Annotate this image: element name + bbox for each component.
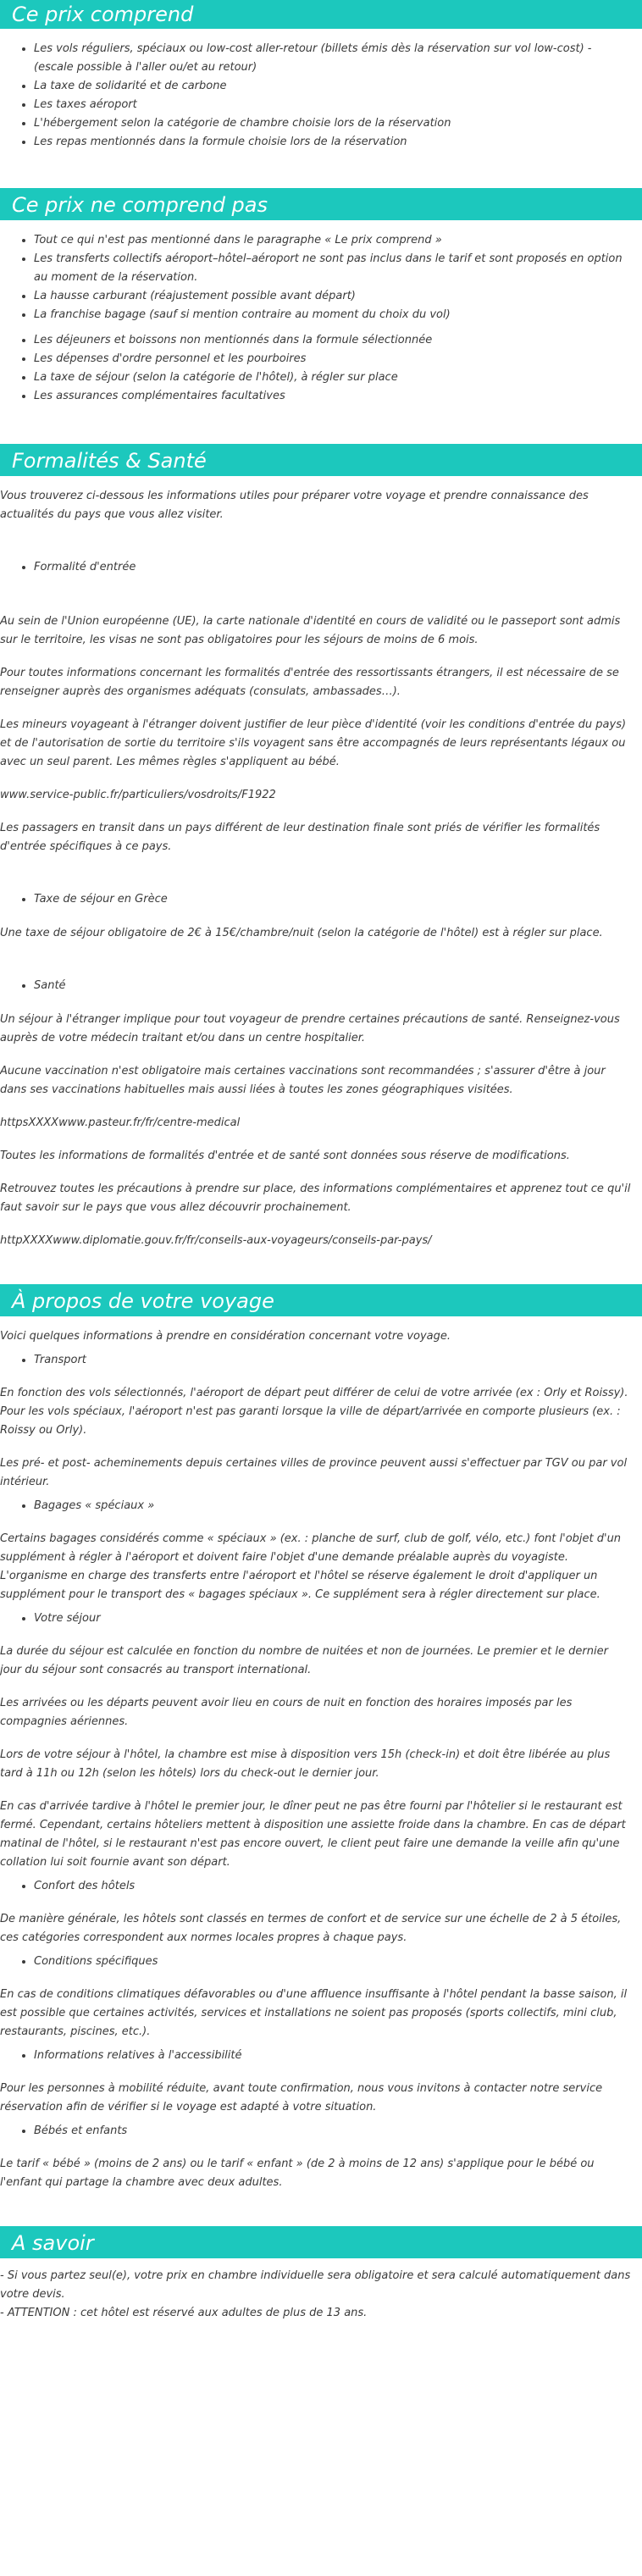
list-prix-ne-comprend-b (0, 331, 642, 406)
subheading-transport: • Transport (34, 1351, 642, 1370)
subheading-confort: • Confort des hôtels (34, 1877, 642, 1896)
formalites-link-pasteur: httpsXXXXwww.pasteur.fr/fr/centre-medical (0, 1116, 241, 1129)
formalites-p1: Au sein de l'Union européenne (UE), la carte nationale d'identité en cours de validité ou le passeport sont admis sur le territoire, les visas ne sont pas obligatoires pour les séjours de moins de 6 mois. (0, 615, 621, 646)
formalites-p7: Un séjour à l'étranger implique pour tout voyageur de prendre certaines précautions de santé. Renseignez-vous auprès de votre médecin traitant et/ou dans un centre hospitalier. (0, 1013, 620, 1044)
section-title-prix-comprend: Ce prix comprend (0, 0, 642, 29)
apropos-transport-p2: Les pré- et post- acheminements depuis certaines villes de province peuvent aussi s'effectuer par TGV ou par vol intérieur. (0, 1457, 628, 1488)
subheading-sejour: • Votre séjour (34, 1609, 642, 1628)
subheading-sante: • Santé (34, 977, 642, 995)
apropos-sejour-p4: En cas d'arrivée tardive à l'hôtel le premier jour, le dîner peut ne pas être fourni par l'hôtelier si le restaurant est fermé. Cependant, certains hôteliers mettent à disposition une assiette froide dans la chambre. En cas de départ matinal de l'hôtel, si le restaurant n'est pas encore ouvert, le client peut faire une demande la veille afin qu'une collation lui soit fournie avant son départ. (0, 1800, 626, 1869)
list-item: • Les vols réguliers, spéciaux ou low-cost aller-retour (billets émis dès la réservation sur vol low-cost) - (escale possible à l'aller ou/et au retour) (34, 40, 642, 77)
section-title-asavoir: A savoir (0, 2226, 642, 2258)
list-item: • La hausse carburant (réajustement possible avant départ) (34, 287, 642, 306)
list-item: • Les repas mentionnés dans la formule choisie lors de la réservation (34, 133, 642, 152)
subheading-bebes-list (0, 2122, 642, 2141)
section-prix-ne-comprend (0, 220, 642, 406)
apropos-sejour-p2: Les arrivées ou les départs peuvent avoir lieu en cours de nuit en fonction des horaires imposés par les compagnies aériennes. (0, 1697, 573, 1728)
subheading-transport-list (0, 1351, 642, 1370)
section-asavoir (0, 2258, 642, 2328)
formalites-intro: Vous trouverez ci-dessous les informations utiles pour préparer votre voyage et prendre connaissance des actualités du pays que vous allez visiter. (0, 490, 589, 521)
apropos-accessibilite-p1: Pour les personnes à mobilité réduite, avant toute confirmation, nous vous invitons à contacter notre service réservation afin de vérifier si le voyage est adapté à votre situation. (0, 2082, 603, 2113)
subheading-bebes: • Bébés et enfants (34, 2122, 642, 2141)
subheading-formalite-entree: • Formalité d'entrée (34, 558, 642, 577)
subheading-conditions-list (0, 1953, 642, 1971)
apropos-bebes-p1: Le tarif « bébé » (moins de 2 ans) ou le tarif « enfant » (de 2 à moins de 12 ans) s'applique pour le bébé ou l'enfant qui partage la chambre avec deux adultes. (0, 2158, 595, 2189)
list-item: • La taxe de solidarité et de carbone (34, 77, 642, 96)
list-item: • Les déjeuners et boissons non mentionnés dans la formule sélectionnée (34, 331, 642, 350)
formalites-p3: Les mineurs voyageant à l'étranger doivent justifier de leur pièce d'identité (voir les conditions d'entrée du pays) et de l'autorisation de sortie du territoire s'ils voyagent sans être accompagnés de leurs représentants légaux ou avec un seul parent. Les mêmes règles s'appliquent au bébé. (0, 718, 627, 768)
apropos-sejour-p3: Lors de votre séjour à l'hôtel, la chambre est mise à disposition vers 15h (check-in) et doit être libérée au plus tard à 11h ou 12h (selon les hôtels) lors du check-out le dernier jour. (0, 1748, 611, 1780)
section-formalites (0, 476, 642, 1250)
subheading-sante-list (0, 977, 642, 995)
list-item: • La franchise bagage (sauf si mention contraire au moment du choix du vol) (34, 306, 642, 324)
apropos-intro: Voici quelques informations à prendre en considération concernant votre voyage. (0, 1330, 451, 1343)
apropos-sejour-p1: La durée du séjour est calculée en fonction du nombre de nuitées et non de journées. Le premier et le dernier jour du séjour sont consacrés au transport international. (0, 1645, 608, 1676)
formalites-link-diplomatie: httpXXXXwww.diplomatie.gouv.fr/fr/conseils-aux-voyageurs/conseils-par-pays/ (0, 1234, 432, 1247)
subheading-sejour-list (0, 1609, 642, 1628)
subheading-confort-list (0, 1877, 642, 1896)
asavoir-line-1: - Si vous partez seul(e), votre prix en chambre individuelle sera obligatoire et sera calculé automatiquement dans votre devis. (0, 2269, 631, 2301)
subheading-taxe-sejour-list (0, 890, 642, 909)
section-apropos (0, 1316, 642, 2192)
subheading-bagages-list (0, 1497, 642, 1515)
subheading-taxe-sejour: • Taxe de séjour en Grèce (34, 890, 642, 909)
list-item: • Les dépenses d'ordre personnel et les pourboires (34, 350, 642, 368)
section-prix-comprend (0, 29, 642, 152)
formalites-p10: Toutes les informations de formalités d'entrée et de santé sont données sous réserve de modifications. (0, 1150, 570, 1162)
formalites-p11: Retrouvez toutes les précautions à prendre sur place, des informations complémentaires et apprenez tout ce qu'il faut savoir sur le pays que vous allez découvrir prochainement. (0, 1183, 631, 1214)
formalites-p6: Une taxe de séjour obligatoire de 2€ à 15€/chambre/nuit (selon la catégorie de l'hôtel) est à régler sur place. (0, 927, 603, 939)
formalites-p5: Les passagers en transit dans un pays différent de leur destination finale sont priés de vérifier les formalités d'entrée spécifiques à ce pays. (0, 822, 600, 853)
list-item: • Tout ce qui n'est pas mentionné dans le paragraphe « Le prix comprend » (34, 231, 642, 250)
list-item: • Les transferts collectifs aéroport–hôtel–aéroport ne sont pas inclus dans le tarif et sont proposés en option au moment de la réservation. (34, 250, 642, 287)
list-prix-comprend (0, 40, 642, 152)
section-title-apropos: À propos de votre voyage (0, 1284, 642, 1316)
apropos-bagages-p1: Certains bagages considérés comme « spéciaux » (ex. : planche de surf, club de golf, vélo, etc.) font l'objet d'un supplément à régler à l'aéroport et doivent faire l'objet d'une demande préalable auprès du voyagiste. L'organisme en charge des transferts entre l'aéroport et l'hôtel se réserve également le droit d'appliquer un supplément pour le transport des « bagages spéciaux ». Ce supplément sera à régler directement sur place. (0, 1532, 622, 1601)
subheading-formalite-entree-list (0, 558, 642, 577)
list-item: • Les assurances complémentaires facultatives (34, 387, 642, 406)
list-item: • Les taxes aéroport (34, 96, 642, 114)
subheading-accessibilite: • Informations relatives à l'accessibilité (34, 2047, 642, 2065)
asavoir-line-2: - ATTENTION : cet hôtel est réservé aux adultes de plus de 13 ans. (0, 2307, 368, 2319)
apropos-transport-p1: En fonction des vols sélectionnés, l'aéroport de départ peut différer de celui de votre arrivée (ex : Orly et Roissy). Pour les vols spéciaux, l'aéroport n'est pas garanti lorsque la ville de départ/arrivée en comporte plusieurs (ex. : Roissy ou Orly). (0, 1387, 628, 1437)
section-title-formalites: Formalités & Santé (0, 444, 642, 476)
apropos-conditions-p1: En cas de conditions climatiques défavorables ou d'une affluence insuffisante à l'hôtel pendant la basse saison, il est possible que certaines activités, services et installations ne soient pas proposés (sports collectifs, mini club, restaurants, piscines, etc.). (0, 1988, 628, 2038)
list-prix-ne-comprend-a (0, 231, 642, 324)
formalites-p8: Aucune vaccination n'est obligatoire mais certaines vaccinations sont recommandées ; s'assurer d'être à jour dans ses vaccinations habituelles mais aussi liées à toutes les zones géographiques visitées. (0, 1065, 606, 1096)
formalites-p2: Pour toutes informations concernant les formalités d'entrée des ressortissants étrangers, il est nécessaire de se renseigner auprès des organismes adéquats (consulats, ambassades…). (0, 667, 619, 698)
subheading-bagages: • Bagages « spéciaux » (34, 1497, 642, 1515)
formalites-link-service-public: www.service-public.fr/particuliers/vosdroits/F1922 (0, 789, 276, 801)
subheading-conditions: • Conditions spécifiques (34, 1953, 642, 1971)
list-item: • L'hébergement selon la catégorie de chambre choisie lors de la réservation (34, 114, 642, 133)
list-item: • La taxe de séjour (selon la catégorie de l'hôtel), à régler sur place (34, 368, 642, 387)
section-title-prix-ne-comprend: Ce prix ne comprend pas (0, 188, 642, 220)
apropos-confort-p1: De manière générale, les hôtels sont classés en termes de confort et de service sur une échelle de 2 à 5 étoiles, ces catégories correspondent aux normes locales propres à chaque pays. (0, 1913, 622, 1944)
subheading-accessibilite-list (0, 2047, 642, 2065)
